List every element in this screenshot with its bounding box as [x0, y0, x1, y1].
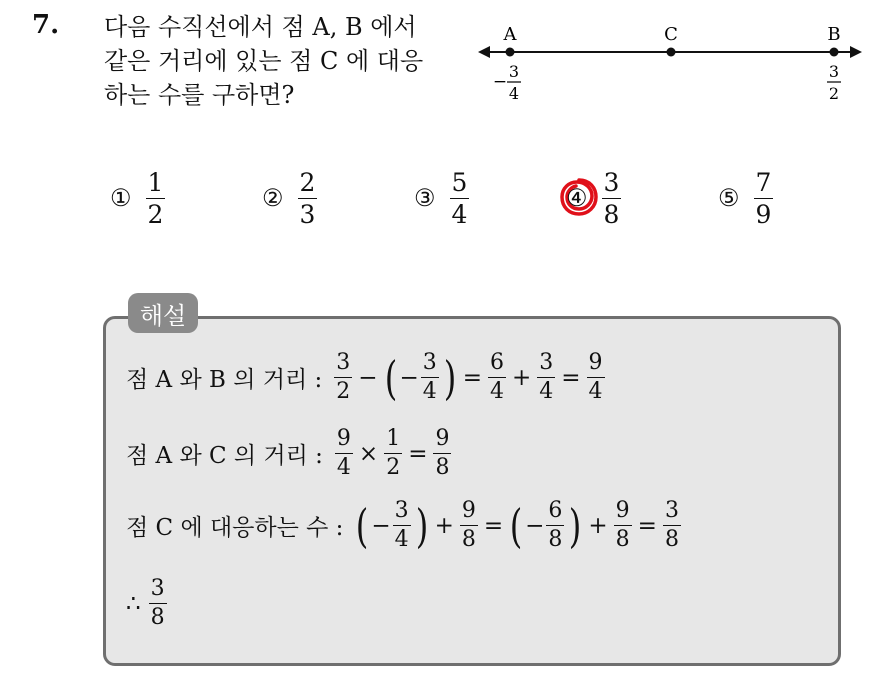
- number-line: [476, 20, 866, 110]
- choice-5[interactable]: [718, 166, 773, 230]
- choice-fraction: $\frac{2}{3}$: [299, 167, 316, 229]
- choice-1[interactable]: [110, 166, 165, 230]
- therefore-symbol: ∴: [126, 590, 141, 617]
- b-value-den: 2: [828, 84, 840, 103]
- choice-3[interactable]: [414, 166, 469, 230]
- solution-tag: 해설: [128, 293, 198, 333]
- a-value-sign: −: [492, 72, 508, 92]
- left-arrow-icon: [478, 46, 490, 58]
- b-value-num: 3: [828, 62, 840, 81]
- choice-mark: ⑤: [718, 184, 740, 212]
- right-arrow-icon: [850, 46, 862, 58]
- question-text: [104, 10, 464, 112]
- point-c: [667, 48, 676, 57]
- choice-4[interactable]: [566, 166, 621, 230]
- question-text-line: 같은 거리에 있는 점 C 에 대응: [104, 47, 424, 75]
- a-value-den: 4: [508, 84, 520, 103]
- solution-line-label: 점 C 에 대응하는 수 :: [126, 515, 344, 541]
- choice-fraction: $\frac{3}{8}$: [603, 167, 620, 229]
- choice-fraction: $\frac{7}{9}$: [755, 167, 772, 229]
- choice-mark: ④: [566, 184, 588, 212]
- solution-line-2: 점 A 와 C 의 거리 : $\frac{9}{4}$ × $\frac{1}{2}$ = $\frac{9}{8}$: [126, 426, 450, 480]
- choice-mark: ③: [414, 184, 436, 212]
- solution-line-label: 점 A 와 C 의 거리 :: [126, 443, 323, 469]
- choice-fraction: $\frac{1}{2}$: [147, 167, 164, 229]
- solution-line-label: 점 A 와 B 의 거리 :: [126, 367, 323, 393]
- label-b: B: [827, 24, 841, 45]
- final-answer: $\frac{3}{8}$: [150, 576, 165, 630]
- label-a: A: [503, 24, 517, 45]
- choice-fraction: $\frac{5}{4}$: [451, 167, 468, 229]
- solution-line-3: 점 C 에 대응하는 수 : ( − $\frac{3}{4}$ ) + $\frac{9}{8}$ = ( − $\frac{6}{8}$ ) + $\frac{9}{8}$ = $\frac{3}{8}$: [126, 498, 679, 553]
- point-b: [830, 48, 839, 57]
- choice-2[interactable]: [262, 166, 317, 230]
- label-c: C: [664, 24, 678, 45]
- solution-conclusion: [126, 578, 169, 629]
- point-a: [506, 48, 515, 57]
- choice-mark: ①: [110, 184, 132, 212]
- a-value-num: 3: [508, 62, 520, 81]
- question-number: 7.: [32, 10, 60, 40]
- question-text-line: 하는 수를 구하면?: [104, 81, 295, 109]
- choice-mark: ②: [262, 184, 284, 212]
- question-text-line: 다음 수직선에서 점 A, B 에서: [104, 13, 417, 41]
- solution-line-1: 점 A 와 B 의 거리 : $\frac{3}{2}$ − ( − $\frac{3}{4}$ ) = $\frac{6}{4}$ + $\frac{3}{4}$ = $\frac{9}{4}$: [126, 350, 603, 405]
